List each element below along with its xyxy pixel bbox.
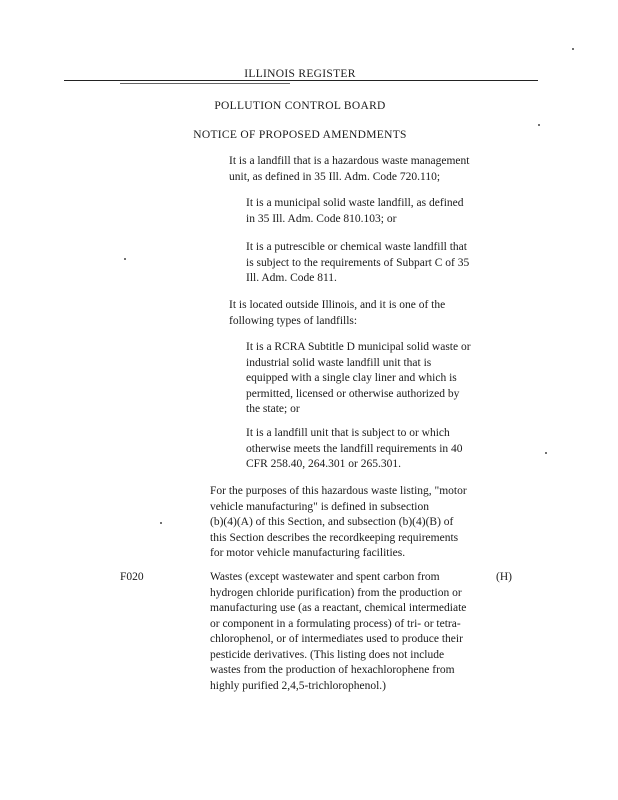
text-line: (b)(4)(A) of this Section, and subsection (b)(4)(B) of bbox=[210, 516, 454, 528]
text-line: unit, as defined in 35 Ill. Adm. Code 720.110; bbox=[229, 170, 441, 183]
header-rule bbox=[64, 80, 538, 81]
text-line: It is a landfill unit that is subject to or which bbox=[246, 427, 450, 439]
text-line: is subject to the requirements of Subpart C of 35 bbox=[246, 256, 470, 269]
paragraph-landfill-hazardous bbox=[229, 154, 469, 185]
text-line: For the purposes of this hazardous waste listing, "motor bbox=[210, 485, 467, 497]
notice-title: NOTICE OF PROPOSED AMENDMENTS bbox=[193, 129, 407, 141]
text-line: vehicle manufacturing" is defined in subsection bbox=[210, 500, 429, 513]
scan-speck bbox=[160, 522, 162, 524]
text-line: following types of landfills: bbox=[229, 314, 358, 327]
text-line: permitted, licensed or otherwise authorized by bbox=[246, 387, 460, 400]
paragraph-purposes bbox=[210, 484, 467, 562]
board-name: POLLUTION CONTROL BOARD bbox=[214, 100, 386, 112]
paragraph-cfr-landfill bbox=[246, 426, 463, 473]
text-line: It is a RCRA Subtitle D municipal solid waste or bbox=[246, 341, 471, 353]
paragraph-f020-description bbox=[210, 570, 466, 694]
text-line: the state; or bbox=[246, 403, 300, 415]
text-line: manufacturing use (as a reactant, chemical intermediate bbox=[210, 602, 467, 614]
text-line: industrial solid waste landfill unit that is bbox=[246, 356, 432, 369]
scan-speck bbox=[572, 48, 574, 50]
scan-speck bbox=[545, 452, 547, 454]
text-line: pesticide derivatives. (This listing does not include bbox=[210, 648, 445, 661]
text-line: CFR 258.40, 264.301 or 265.301. bbox=[246, 458, 401, 470]
scan-speck bbox=[124, 258, 126, 260]
paragraph-municipal-landfill bbox=[246, 196, 464, 227]
text-line: or component in a formulating process) of tri- or tetra- bbox=[210, 617, 461, 630]
text-line: It is a putrescible or chemical waste landfill that bbox=[246, 241, 467, 253]
scan-speck bbox=[538, 124, 540, 126]
hazard-code: (H) bbox=[496, 571, 512, 583]
register-title: ILLINOIS REGISTER bbox=[244, 68, 356, 80]
text-line: It is a landfill that is a hazardous waste management bbox=[229, 155, 470, 167]
text-line: equipped with a single clay liner and which is bbox=[246, 372, 457, 384]
text-line: in 35 Ill. Adm. Code 810.103; or bbox=[246, 212, 397, 225]
header-rule-secondary bbox=[120, 83, 290, 84]
paragraph-outside-illinois bbox=[229, 298, 445, 329]
text-line: highly purified 2,4,5-trichlorophenol.) bbox=[210, 679, 386, 692]
text-line: wastes from the production of hexachlorophene from bbox=[210, 664, 455, 676]
waste-code: F020 bbox=[120, 571, 144, 583]
text-line: this Section describes the recordkeeping requirements bbox=[210, 531, 459, 544]
text-line: It is a municipal solid waste landfill, as defined bbox=[246, 197, 464, 209]
text-line: chlorophenol, or of intermediates used to produce their bbox=[210, 633, 463, 645]
paragraph-putrescible-landfill bbox=[246, 240, 469, 287]
paragraph-rcra-subtitle-d bbox=[246, 340, 471, 418]
text-line: hydrogen chloride purification) from the production or bbox=[210, 586, 462, 599]
text-line: otherwise meets the landfill requirements in 40 bbox=[246, 442, 463, 455]
text-line: for motor vehicle manufacturing facilities. bbox=[210, 547, 406, 559]
text-line: It is located outside Illinois, and it is one of the bbox=[229, 299, 446, 311]
text-line: Wastes (except wastewater and spent carbon from bbox=[210, 571, 440, 583]
text-line: Ill. Adm. Code 811. bbox=[246, 272, 337, 284]
